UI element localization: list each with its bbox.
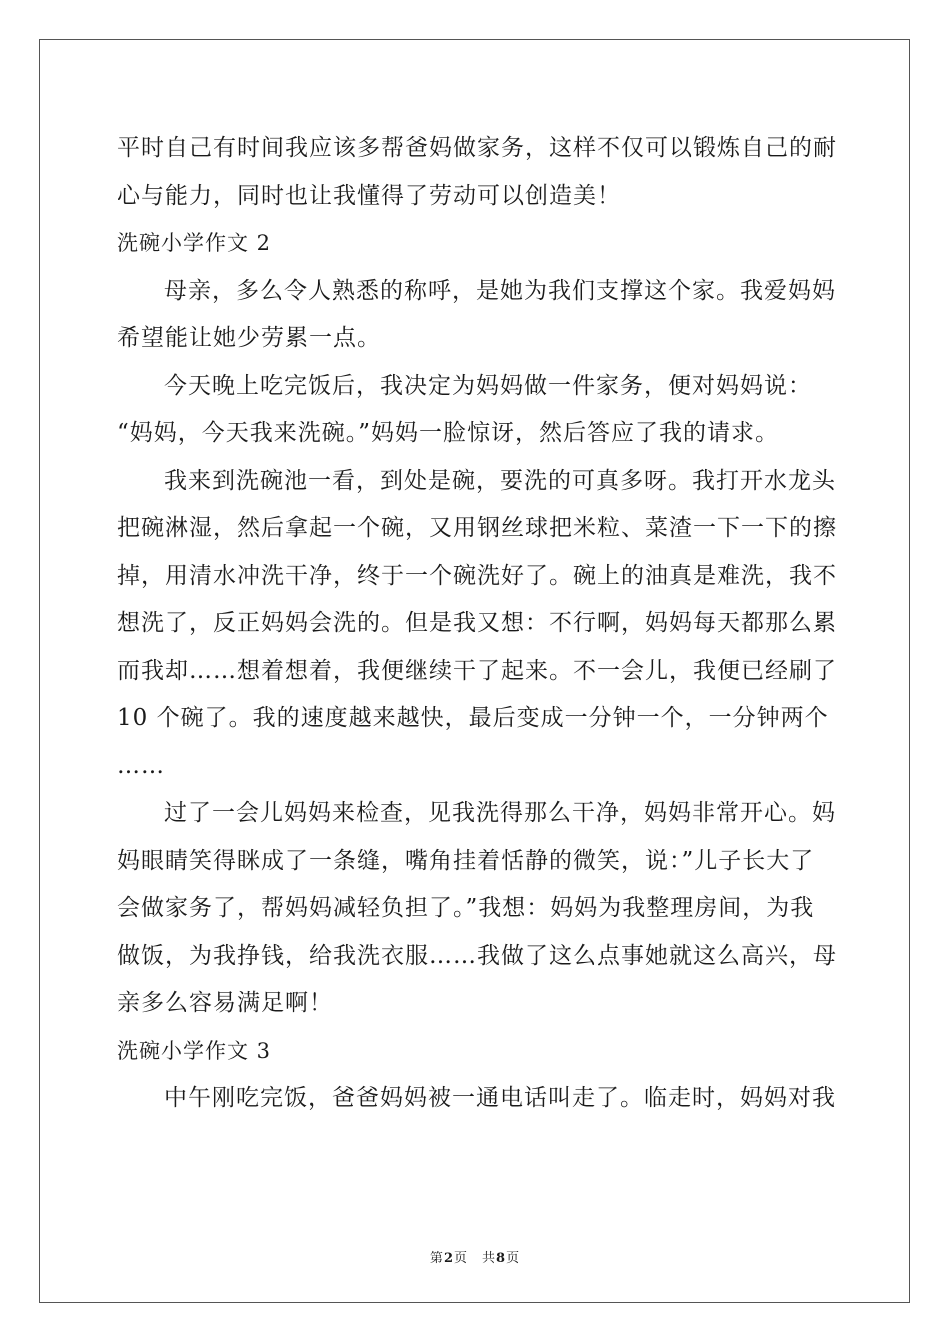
- page-number: 2: [443, 1251, 454, 1266]
- text-line: 心与能力，同时也让我懂得了劳动可以创造美！: [117, 182, 621, 209]
- total-prefix: 共: [482, 1251, 497, 1266]
- text-line: 母亲，多么令人熟悉的称呼，是她为我们支撑这个家。我爱妈妈: [164, 277, 836, 304]
- text-line: 希望能让她少劳累一点。: [117, 325, 381, 351]
- text-line: 做饭，为我挣钱，给我洗衣服……我做了这么点事她就这么高兴，母: [117, 942, 837, 969]
- total-pages: 8: [496, 1251, 507, 1266]
- page-prefix: 第: [429, 1251, 444, 1266]
- text-line: 把碗淋湿，然后拿起一个碗，又用钢丝球把米粒、菜渣一下一下的擦: [117, 515, 837, 541]
- text-line: 会做家务了，帮妈妈减轻负担了。”我想：妈妈为我整理房间，为我: [117, 895, 815, 921]
- text-line: “妈妈，今天我来洗碗。”妈妈一脸惊讶，然后答应了我的请求。: [117, 420, 780, 446]
- text-line: 掉，用清水冲洗干净，终于一个碗洗好了。碗上的油真是难洗，我不: [117, 562, 837, 589]
- text-line: ……: [117, 752, 165, 779]
- text-line: 想洗了，反正妈妈会洗的。但是我又想：不行啊，妈妈每天都那么累: [117, 610, 837, 636]
- text-line: 10 个碗了。我的速度越来越快，最后变成一分钟一个，一分钟两个: [117, 705, 829, 731]
- text-line: 过了一会儿妈妈来检查，见我洗得那么干净，妈妈非常开心。妈: [164, 800, 836, 826]
- page-suffix: 页: [453, 1251, 468, 1266]
- text-line: 妈眼睛笑得眯成了一条缝，嘴角挂着恬静的微笑，说：”儿子长大了: [117, 847, 815, 874]
- page-footer: [0, 1247, 950, 1266]
- section-heading: 洗碗小学作文 2: [117, 231, 272, 255]
- text-line: 中午刚吃完饭，爸爸妈妈被一通电话叫走了。临走时，妈妈对我: [164, 1085, 836, 1111]
- text-line: 亲多么容易满足啊！: [117, 990, 333, 1016]
- text-line: 今天晚上吃完饭后，我决定为妈妈做一件家务，便对妈妈说：: [164, 372, 812, 399]
- section-heading: 洗碗小学作文 3: [117, 1038, 272, 1063]
- text-line: 而我却……想着想着，我便继续干了起来。不一会儿，我便已经刷了: [117, 657, 837, 684]
- text-line: 我来到洗碗池一看，到处是碗，要洗的可真多呀。我打开水龙头: [164, 467, 836, 494]
- total-suffix: 页: [506, 1251, 521, 1266]
- text-line: 平时自己有时间我应该多帮爸妈做家务，这样不仅可以锻炼自己的耐: [117, 135, 837, 161]
- document-body: [117, 125, 837, 1123]
